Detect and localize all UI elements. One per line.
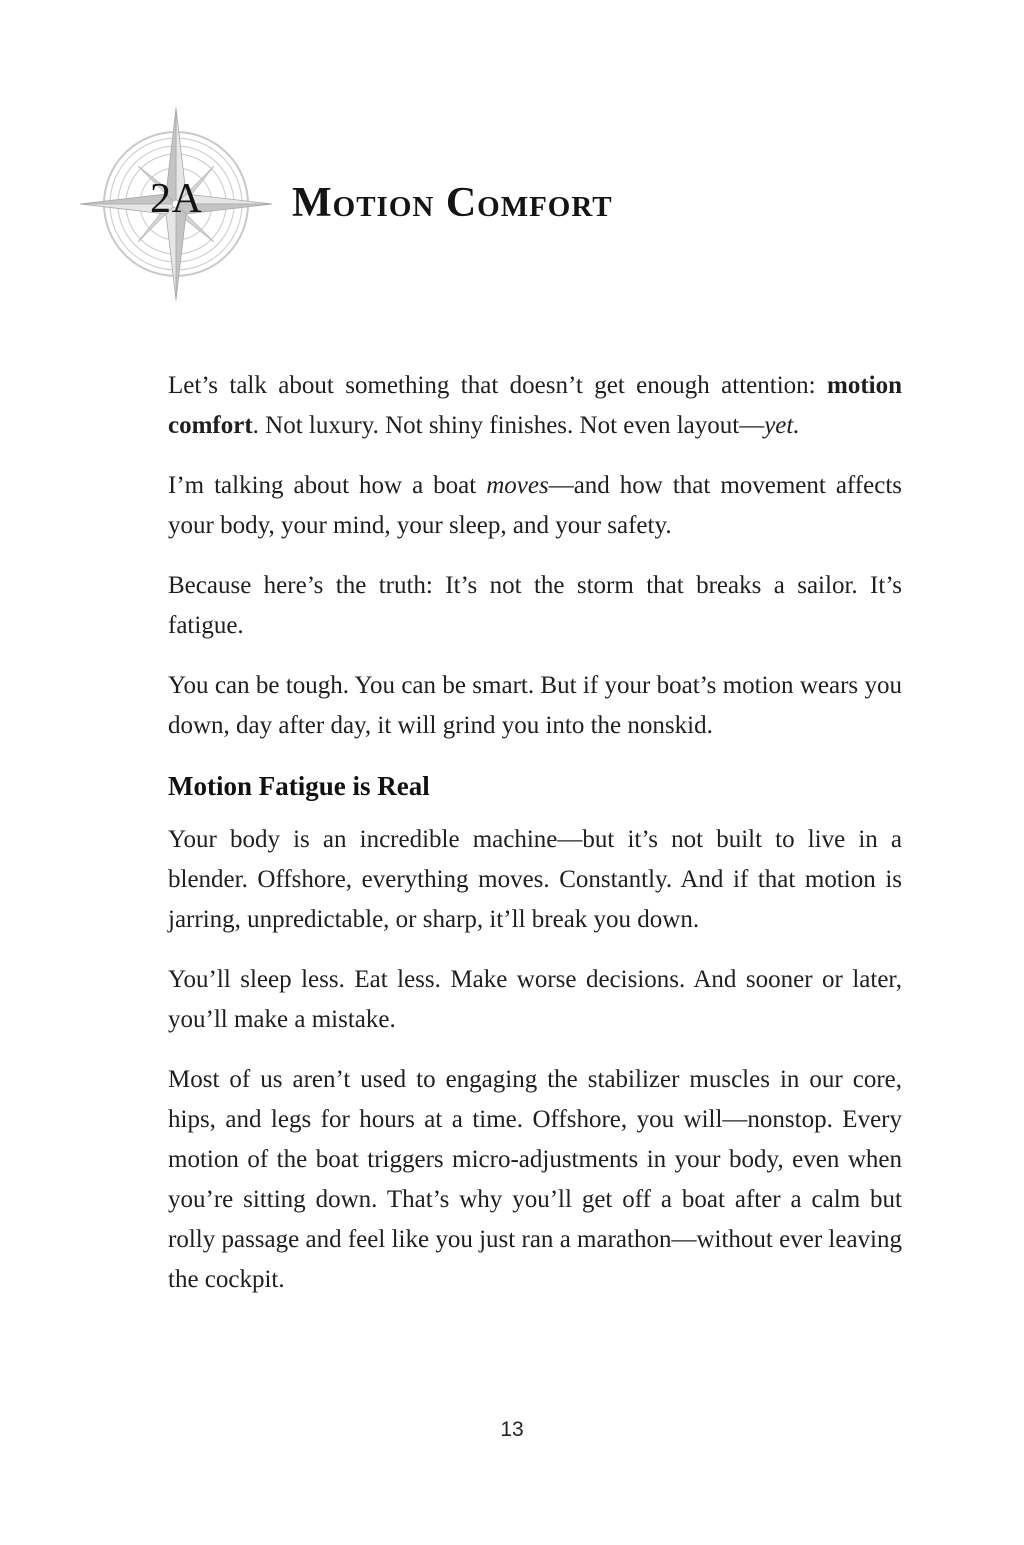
paragraph-text: . Not luxury. Not shiny finishes. Not even layout— [252, 412, 765, 439]
italic-word: yet. [764, 412, 800, 439]
paragraph: You can be tough. You can be smart. But if your boat’s motion wears you down, day after day, it will grind you into the nonskid. [168, 672, 902, 739]
italic-word: moves [486, 472, 549, 499]
paragraph: Most of us aren’t used to engaging the stabilizer muscles in our core, hips, and legs for hours at a time. Offshore, you will—nonstop. Every motion of the boat triggers micro-adjustments in your body, even when you’re sitting down. That’s why you’ll get off a boat after a calm but rolly passage and feel like you just ran a marathon—without ever leaving the cockpit. [168, 1066, 902, 1293]
bold-term: motion comfort [168, 372, 902, 439]
chapter-number: 2A [150, 176, 203, 222]
paragraph [168, 466, 902, 546]
paragraph: Your body is an incredible machine—but it’s not built to live in a blender. Offshore, everything moves. Constantly. And if that motion is jarring, unpredictable, or sharp, it’ll break you down. [168, 826, 902, 933]
paragraph: You’ll sleep less. Eat less. Make worse decisions. And sooner or later, you’ll make a mistake. [168, 966, 902, 1033]
paragraph: Because here’s the truth: It’s not the storm that breaks a sailor. It’s fatigue. [168, 572, 902, 639]
paragraph-text: Let’s talk about something that doesn’t get enough attention: [168, 372, 827, 399]
page-number: 13 [500, 1418, 524, 1441]
chapter-title: Motion Comfort [292, 180, 613, 226]
paragraph-text: I’m talking about how a boat [168, 472, 487, 499]
paragraph-text: —and how that movement affects your body, your mind, your sleep, and your safety. [168, 472, 902, 539]
paragraph [168, 366, 902, 446]
chapter-body [168, 366, 902, 1320]
section-heading: Motion Fatigue is Real [168, 771, 430, 801]
